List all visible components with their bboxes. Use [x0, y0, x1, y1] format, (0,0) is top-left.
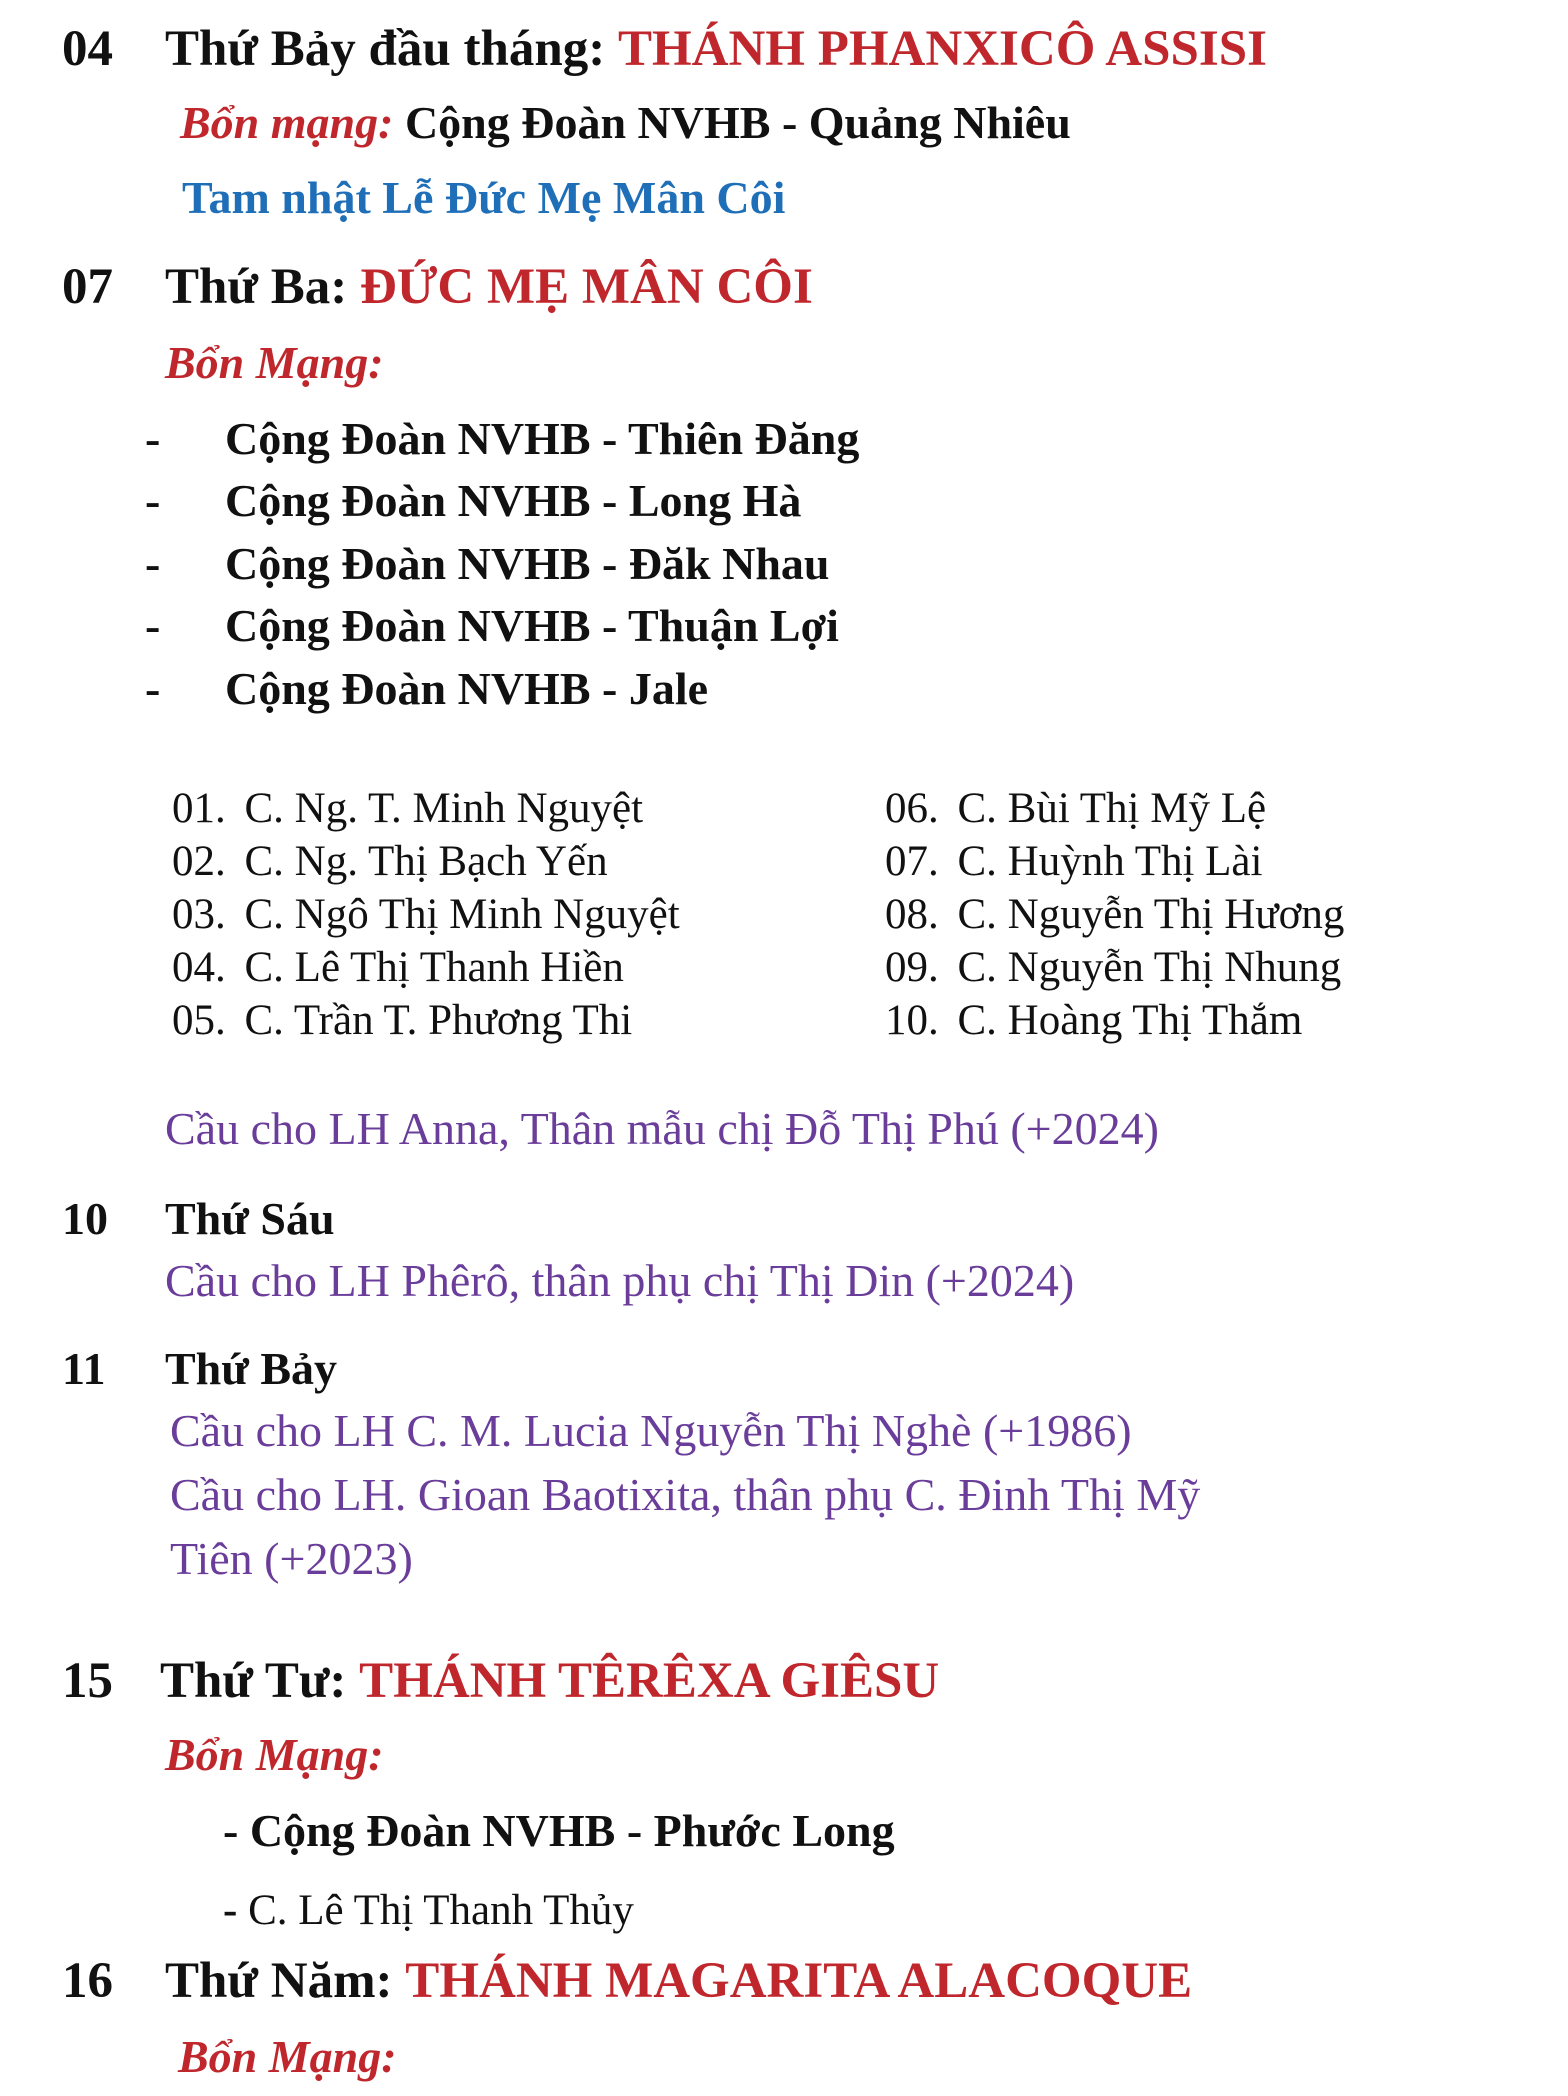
list-item — [172, 893, 680, 936]
day-number: 11 — [62, 1343, 106, 1394]
list-item: Cộng Đoàn NVHB - Đăk Nhau — [225, 538, 830, 589]
prayer-intention: Cầu cho LH Anna, Thân mẫu chị Đỗ Thị Phú (+2024) — [165, 1103, 1159, 1154]
item-number: 06. — [885, 785, 939, 832]
sister-name: C. Lê Thị Thanh Hiền — [244, 944, 624, 991]
list-item: Cộng Đoàn NVHB - Long Hà — [225, 475, 802, 526]
list-item — [172, 999, 632, 1042]
patron-community: - Cộng Đoàn NVHB - Phước Long — [223, 1805, 895, 1856]
item-number: 02. — [172, 838, 226, 885]
list-item: Cộng Đoàn NVHB - Jale — [225, 663, 709, 714]
patron-label: Bổn mạng: — [180, 97, 394, 148]
patron-sister — [223, 1889, 634, 1932]
list-item — [885, 946, 1341, 989]
list-item — [172, 946, 624, 989]
list-item — [172, 787, 643, 830]
weekday: Thứ Bảy đầu tháng: — [165, 21, 606, 77]
triduum-note: Tam nhật Lễ Đức Mẹ Mân Côi — [182, 172, 786, 223]
list-dash: - — [223, 1887, 238, 1934]
day-number: 15 — [62, 1653, 113, 1709]
item-number: 04. — [172, 944, 226, 991]
item-number: 08. — [885, 891, 939, 938]
item-number: 03. — [172, 891, 226, 938]
item-number: 09. — [885, 944, 939, 991]
day-heading — [165, 259, 813, 315]
weekday: Thứ Ba: — [165, 259, 348, 315]
patron-line — [180, 97, 1071, 148]
weekday: Thứ Sáu — [165, 1193, 335, 1244]
list-dash: - — [145, 475, 161, 526]
day-heading — [160, 1653, 940, 1709]
list-item: Cộng Đoàn NVHB - Thuận Lợi — [225, 600, 839, 651]
item-number: 05. — [172, 997, 226, 1044]
feast-name: THÁNH MAGARITA ALACOQUE — [405, 1953, 1193, 2009]
feast-name: ĐỨC MẸ MÂN CÔI — [360, 259, 813, 315]
sister-name: C. Huỳnh Thị Lài — [957, 838, 1263, 885]
day-number: 07 — [62, 259, 113, 315]
list-item — [885, 999, 1302, 1042]
sister-name: C. Ng. Thị Bạch Yến — [244, 838, 608, 885]
day-heading — [165, 21, 1267, 77]
patron-community: Cộng Đoàn NVHB - Quảng Nhiêu — [404, 97, 1071, 148]
prayer-intention: Cầu cho LH C. M. Lucia Nguyễn Thị Nghè (+1986) — [170, 1405, 1132, 1456]
patron-label: Bổn Mạng: — [165, 337, 384, 388]
list-dash: - — [145, 538, 161, 589]
sister-name: C. Hoàng Thị Thắm — [957, 997, 1303, 1044]
list-dash: - — [145, 600, 161, 651]
item-number: 10. — [885, 997, 939, 1044]
list-item — [172, 840, 608, 883]
prayer-intention: Cầu cho LH. Gioan Baotixita, thân phụ C. Đinh Thị Mỹ — [170, 1469, 1201, 1520]
day-number: 04 — [62, 21, 113, 77]
sister-name: C. Lê Thị Thanh Thủy — [248, 1887, 634, 1934]
item-number: 01. — [172, 785, 226, 832]
sister-name: C. Nguyễn Thị Nhung — [957, 944, 1342, 991]
day-heading — [165, 1953, 1193, 2009]
list-dash: - — [145, 413, 161, 464]
weekday: Thứ Năm: — [165, 1953, 393, 2009]
list-item — [885, 893, 1344, 936]
list-dash: - — [145, 663, 161, 714]
prayer-intention-continued: Tiên (+2023) — [170, 1533, 413, 1584]
weekday: Thứ Tư: — [160, 1653, 347, 1709]
sister-name: C. Nguyễn Thị Hương — [957, 891, 1345, 938]
feast-name: THÁNH PHANXICÔ ASSISI — [617, 21, 1267, 77]
sister-name: C. Ngô Thị Minh Nguyệt — [244, 891, 680, 938]
day-number: 10 — [62, 1193, 108, 1244]
sister-name: C. Bùi Thị Mỹ Lệ — [957, 785, 1267, 832]
patron-label: Bổn Mạng: — [178, 2031, 397, 2082]
prayer-intention: Cầu cho LH Phêrô, thân phụ chị Thị Din (+2024) — [165, 1255, 1075, 1306]
sister-name: C. Ng. T. Minh Nguyệt — [244, 785, 644, 832]
patron-label: Bổn Mạng: — [165, 1729, 384, 1780]
item-number: 07. — [885, 838, 939, 885]
list-item: Cộng Đoàn NVHB - Thiên Đăng — [225, 413, 860, 464]
weekday: Thứ Bảy — [165, 1343, 338, 1394]
sister-name: C. Trần T. Phương Thi — [244, 997, 633, 1044]
list-item — [885, 787, 1266, 830]
feast-name: THÁNH TÊRÊXA GIÊSU — [359, 1653, 940, 1709]
list-item — [885, 840, 1262, 883]
day-number: 16 — [62, 1953, 113, 2009]
